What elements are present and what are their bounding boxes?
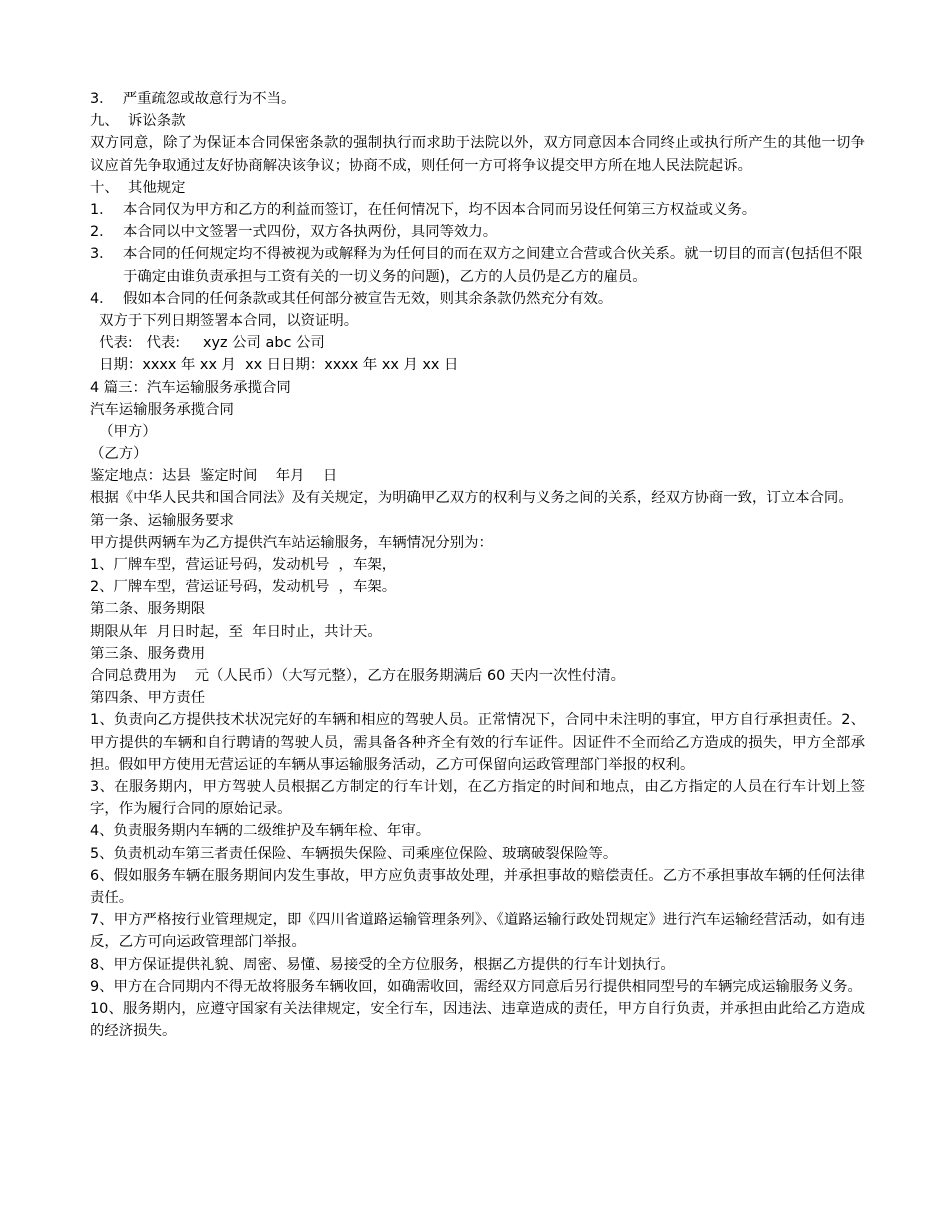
text-line: 甲方提供两辆车为乙方提供汽车站运输服务，车辆情况分别为： [90, 534, 493, 551]
text-line: 期限从年 月日时起，至 年日时止，共计天。 [90, 623, 382, 640]
paragraph: 8、甲方保证提供礼貌、周密、易懂、易接受的全方位服务，根据乙方提供的行车计划执行。 [90, 956, 675, 973]
text-line: 3． 严重疏忽或故意行为不当。 [90, 91, 296, 107]
paragraph: 4、负责服务期内车辆的二级维护及车辆年检、年审。 [90, 823, 431, 840]
section-heading: 九、 诉讼条款 [90, 113, 186, 130]
list-item [90, 288, 865, 310]
paragraph: 根据《中华人民共和国合同法》及有关规定，为明确甲乙双方的权利与义务之间的关系，经双方协商一致，订立本合同。 [90, 490, 853, 507]
paragraph: 1、负责向乙方提供技术状况完好的车辆和相应的驾驶人员。正常情况下，合同中未注明的事宜，甲方自行承担责任。2、甲方提供的车辆和自行聘请的驾驶人员，需具备各种齐全有效的行车证件。因证件不全而给乙方造成的损失，甲方全部承担。假如甲方使用无营运证的车辆从事运输服务活动，乙方可保留向运政管理部门举报的权利。 [90, 712, 865, 773]
date-line: 日期：xxxx 年 xx 月 xx 日日期：xxxx 年 xx 月 xx 日 [90, 357, 459, 374]
paragraph: 9、甲方在合同期内不得无故将服务车辆收回，如确需收回，需经双方同意后另行提供相同型号的车辆完成运输服务义务。 [90, 978, 862, 995]
item-text: 本合同仅为甲方和乙方的利益而签订，在任何情况下，均不因本合同而另设任何第三方权益或义务。 [123, 201, 757, 218]
list-item [90, 243, 865, 287]
paragraph: 10、服务期内，应遵守国家有关法律规定，安全行车，因违法、违章造成的责任，甲方自行负责，并承担由此给乙方造成的经济损失。 [90, 1001, 865, 1040]
text-line: 双方于下列日期签署本合同，以资证明。 [90, 312, 359, 329]
party-b-line: （乙方） [90, 446, 148, 463]
item-number: 1． [90, 201, 114, 218]
paragraph: 5、负责机动车第三者责任保险、车辆损失保险、司乘座位保险、玻璃破裂保险等。 [90, 845, 618, 862]
section-heading: 十、 其他规定 [90, 179, 186, 196]
item-number: 3． [90, 246, 114, 263]
item-number: 2． [90, 224, 114, 241]
item-text: 假如本合同的任何条款或其任何部分被宣告无效，则其余条款仍然充分有效。 [123, 290, 613, 307]
paragraph: 7、甲方严格按行业管理规定，即《四川省道路运输管理条列》、《道路运输行政处罚规定》进行汽车运输经营活动，如有违反，乙方可向运政管理部门举报。 [90, 912, 865, 951]
article-heading: 第四条、甲方责任 [90, 690, 206, 707]
document-page [90, 88, 865, 1042]
list-item [90, 221, 865, 243]
contract-title: 汽车运输服务承揽合同 [90, 401, 234, 418]
article-heading: 第一条、运输服务要求 [90, 512, 234, 529]
text-line: 2、厂牌车型，营运证号码，发动机号 ，车架。 [90, 579, 397, 596]
paragraph: 6、假如服务车辆在服务期间内发生事故，甲方应负责事故处理，并承担事故的赔偿责任。乙方不承担事故车辆的任何法律责任。 [90, 867, 865, 906]
paragraph: 双方同意，除了为保证本合同保密条款的强制执行而求助于法院以外，双方同意因本合同终止或执行所产生的其他一切争议应首先争取通过友好协商解决该争议；协商不成，则任何一方可将争议提交甲方所在地人民法院起诉。 [90, 135, 865, 174]
item-text: 本合同的任何规定均不得被视为或解释为为任何目的而在双方之间建立合营或合伙关系。就一切目的而言(包括但不限于确定由谁负责承担与工资有关的一切义务的问题)，乙方的人员仍是乙方的雇员。 [123, 246, 863, 285]
paragraph: 3、在服务期内，甲方驾驶人员根据乙方制定的行车计划，在乙方指定的时间和地点，由乙方指定的人员在行车计划上签字，作为履行合同的原始记录。 [90, 778, 865, 818]
list-item [90, 199, 865, 221]
article-heading: 第二条、服务期限 [90, 601, 206, 618]
signature-line: 代表: 代表: xyz 公司 abc 公司 [90, 335, 325, 352]
text-line: 鉴定地点：达县 鉴定时间 年月 日 [90, 468, 338, 485]
party-a-line: （甲方） [90, 423, 157, 440]
chapter-heading: 4 篇三：汽车运输服务承揽合同 [90, 379, 291, 396]
item-text: 本合同以中文签署一式四份，双方各执两份，具同等效力。 [123, 224, 498, 241]
item-number: 4． [90, 290, 114, 307]
article-heading: 第三条、服务费用 [90, 645, 206, 662]
text-line: 1、厂牌车型，营运证号码，发动机号 ，车架， [90, 557, 397, 574]
text-line: 合同总费用为 元（人民币）（大写元整），乙方在服务期满后 60 天内一次性付清。 [90, 668, 626, 684]
